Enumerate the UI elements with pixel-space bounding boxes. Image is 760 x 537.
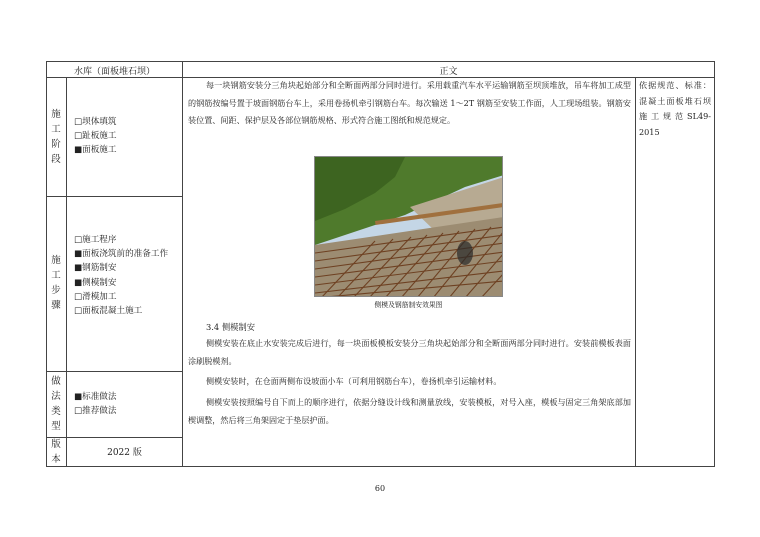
left-column-divider	[182, 61, 183, 467]
table-bottom-border	[46, 466, 714, 467]
stage-options	[74, 115, 117, 158]
method-type-label: 做法类型	[51, 376, 61, 432]
table-left-border	[46, 61, 47, 467]
reference-standard: 依据规范、标准：混凝土面板堆石坝施工规范SL49-2015	[639, 80, 711, 137]
method-option-standard: ■标准做法	[74, 392, 117, 402]
page-number: 60	[374, 484, 386, 493]
reference-column-divider	[635, 77, 636, 467]
step-option-rebar: ■钢筋制安	[74, 263, 117, 274]
method-options	[74, 390, 117, 418]
stage-option-face-slab: ■面板施工	[74, 145, 117, 156]
section-title-side-form: 3.4 侧模制安	[206, 322, 256, 332]
version-label: 版本	[51, 439, 61, 465]
step-option-preparation: ■面板浇筑前的准备工作	[74, 249, 169, 260]
version-value: 2022 版	[107, 448, 142, 458]
construction-photo	[314, 156, 503, 297]
method-option-recommended: □推荐做法	[74, 406, 117, 417]
step-option-procedure: □施工程序	[74, 235, 117, 245]
header-left-title: 水库（面板堆石坝）	[73, 67, 155, 77]
stage-option-dam-fill: □坝体填筑	[74, 117, 117, 127]
paragraph-rebar-installation: 每一块钢筋安装分三角块起始部分和全断面两部分同时进行。采用载重汽车水平运输钢筋至坝顶堆放，吊车将加工成型的钢筋按编号置于坡面钢筋台车上，采用卷扬机牵引钢筋台车。每次输送 1～2T 钢筋至安装工作面，人工现场组装。钢筋安装位置、间距、保护层及各部位钢筋规格、形式符合施工图纸和规范规定。	[188, 80, 631, 126]
worker-shadow	[457, 241, 473, 265]
table-top-border	[46, 61, 714, 62]
table-right-border	[714, 61, 715, 467]
step-options	[74, 233, 180, 318]
step-option-side-form: ■侧模制安	[74, 277, 117, 288]
step-option-slipform: □滑模加工	[74, 291, 117, 302]
stage-label: 施工阶段	[51, 109, 61, 165]
paragraph-side-form-install: 侧模安装在底止水安装完成后进行，每一块面板模板安装分三角块起始部分和全断面两部分同时进行。安装前模板表面涂刷脱模剂。	[188, 338, 631, 366]
header-right-title: 正文	[439, 67, 458, 77]
photo-caption: 侧模及钢筋制安效果图	[374, 301, 443, 309]
label-column-divider	[66, 77, 67, 467]
stage-option-toe-slab: □趾板施工	[74, 131, 117, 142]
step-label: 施工步骤	[51, 255, 61, 311]
paragraph-side-form-sequence: 侧模安装按照编号自下而上的顺序进行，依据分缝设计线和测量放线，安装模板，对号入座，模板与固定三角架底部加楔调整，然后将三角架固定于垫层护面。	[188, 397, 631, 425]
paragraph-side-form-transport: 侧模安装时，在仓面两侧布设坡面小车（可利用钢筋台车），卷扬机牵引运输材料。	[206, 376, 502, 386]
step-option-concrete: □面板混凝土施工	[74, 306, 143, 317]
